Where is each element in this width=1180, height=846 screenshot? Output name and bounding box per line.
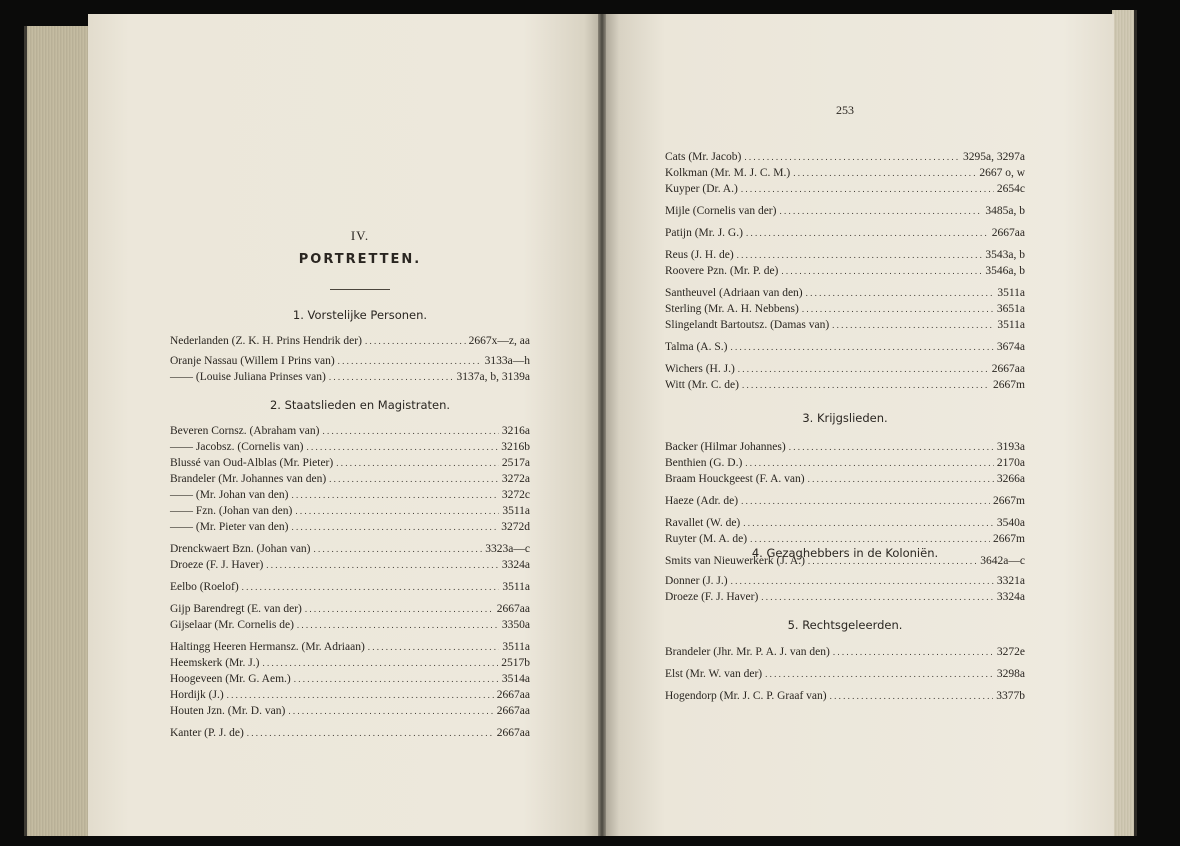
list-item: Braam Houckgeest (F. A. van) . . . 3266a	[665, 472, 1025, 486]
list-item: Gijselaar (Mr. Cornelis de) . . . 3350a	[170, 618, 530, 632]
list-item: Houten Jzn. (Mr. D. van) . . . 2667aa	[170, 704, 530, 718]
list-item: Backer (Hilmar Johannes) . . . 3193a	[665, 440, 1025, 454]
list-item: Ravallet (W. de) . . . 3540a	[665, 516, 1025, 530]
list-item: —— (Louise Juliana Prinses van) . . . 3137a, b, 3139a	[170, 370, 530, 384]
list-item: —— Jacobsz. (Cornelis van) . . . 3216b	[170, 440, 530, 454]
list-item: Heemskerk (Mr. J.) . . . 2517b	[170, 656, 530, 670]
list-item: —— (Mr. Johan van den) . . . 3272c	[170, 488, 530, 502]
list-item: Hoogeveen (Mr. G. Aem.) . . . 3514a	[170, 672, 530, 686]
list-item: Benthien (G. D.) . . . 2170a	[665, 456, 1025, 470]
book-edge-right	[1112, 10, 1137, 836]
section-number: IV.	[350, 228, 370, 243]
list-item: Haltingg Heeren Hermansz. (Mr. Adriaan) . . . 3511a	[170, 640, 530, 654]
list-item: Roovere Pzn. (Mr. P. de) . . . 3546a, b	[665, 264, 1025, 278]
list-item: Donner (J. J.) . . . 3321a	[665, 574, 1025, 588]
list-item: Witt (Mr. C. de) . . . 2667m	[665, 378, 1025, 392]
book-gutter	[598, 14, 606, 836]
list-item: Brandeler (Mr. Johannes van den) . . . 3272a	[170, 472, 530, 486]
page-title: PORTRETTEN.	[298, 252, 422, 267]
list-item: Mijle (Cornelis van der) . . . 3485a, b	[665, 204, 1025, 218]
list-item: Cats (Mr. Jacob) . . . 3295a, 3297a	[665, 150, 1025, 164]
book-edge-left	[24, 26, 93, 836]
list-item: Santheuvel (Adriaan van den) . . . 3511a	[665, 286, 1025, 300]
right-page	[604, 14, 1114, 836]
list-item: —— Fzn. (Johan van den) . . . 3511a	[170, 504, 530, 518]
list-item: Blussé van Oud-Alblas (Mr. Pieter) . . . 2517a	[170, 456, 530, 470]
list-item: Sterling (Mr. A. H. Nebbens) . . . 3651a	[665, 302, 1025, 316]
list-item: Wichers (H. J.) . . . 2667aa	[665, 362, 1025, 376]
list-item: Kanter (P. J. de) . . . 2667aa	[170, 726, 530, 740]
list-item: Brandeler (Jhr. Mr. P. A. J. van den) . . . 3272e	[665, 645, 1025, 659]
list-item: Droeze (F. J. Haver) . . . 3324a	[170, 558, 530, 572]
section-heading-vorstelijke: 1. Vorstelijke Personen.	[292, 308, 428, 322]
list-item: Talma (A. S.) . . . 3674a	[665, 340, 1025, 354]
list-item: Slingelandt Bartoutsz. (Damas van) . . . 3511a	[665, 318, 1025, 332]
list-item: Patijn (Mr. J. G.) . . . 2667aa	[665, 226, 1025, 240]
section-heading-gezaghebbers: 4. Gezaghebbers in de Koloniën.	[751, 546, 939, 560]
list-item: Hordijk (J.) . . . 2667aa	[170, 688, 530, 702]
title-divider	[330, 289, 390, 290]
list-item: Reus (J. H. de) . . . 3543a, b	[665, 248, 1025, 262]
page-number: 253	[836, 103, 854, 117]
list-item: Droeze (F. J. Haver) . . . 3324a	[665, 590, 1025, 604]
list-item: Oranje Nassau (Willem I Prins van) . . . 3133a—h	[170, 354, 530, 368]
list-item: Ruyter (M. A. de) . . . 2667m	[665, 532, 1025, 546]
list-item: Elst (Mr. W. van der) . . . 3298a	[665, 667, 1025, 681]
list-item: Smits van Nieuwerkerk (J. A.) . . . 3642a—c	[665, 554, 1025, 568]
list-item: Hogendorp (Mr. J. C. P. Graaf van) . . . 3377b	[665, 689, 1025, 703]
list-item: Gijp Barendregt (E. van der) . . . 2667aa	[170, 602, 530, 616]
list-item: Nederlanden (Z. K. H. Prins Hendrik der) . . . 2667x—z, aa	[170, 334, 530, 348]
list-item: Kuyper (Dr. A.) . . . 2654c	[665, 182, 1025, 196]
section-heading-krijgslieden: 3. Krijgslieden.	[802, 411, 888, 425]
section-heading-staatslieden: 2. Staatslieden en Magistraten.	[269, 398, 451, 412]
section-heading-rechtsgeleerden: 5. Rechtsgeleerden.	[787, 618, 903, 632]
list-item: Kolkman (Mr. M. J. C. M.) . . . 2667 o, w	[665, 166, 1025, 180]
list-item: Haeze (Adr. de) . . . 2667m	[665, 494, 1025, 508]
list-item: Drenckwaert Bzn. (Johan van) . . . 3323a—c	[170, 542, 530, 556]
list-item: —— (Mr. Pieter van den) . . . 3272d	[170, 520, 530, 534]
list-item: Eelbo (Roelof) . . . 3511a	[170, 580, 530, 594]
list-item: Beveren Cornsz. (Abraham van) . . . 3216a	[170, 424, 530, 438]
